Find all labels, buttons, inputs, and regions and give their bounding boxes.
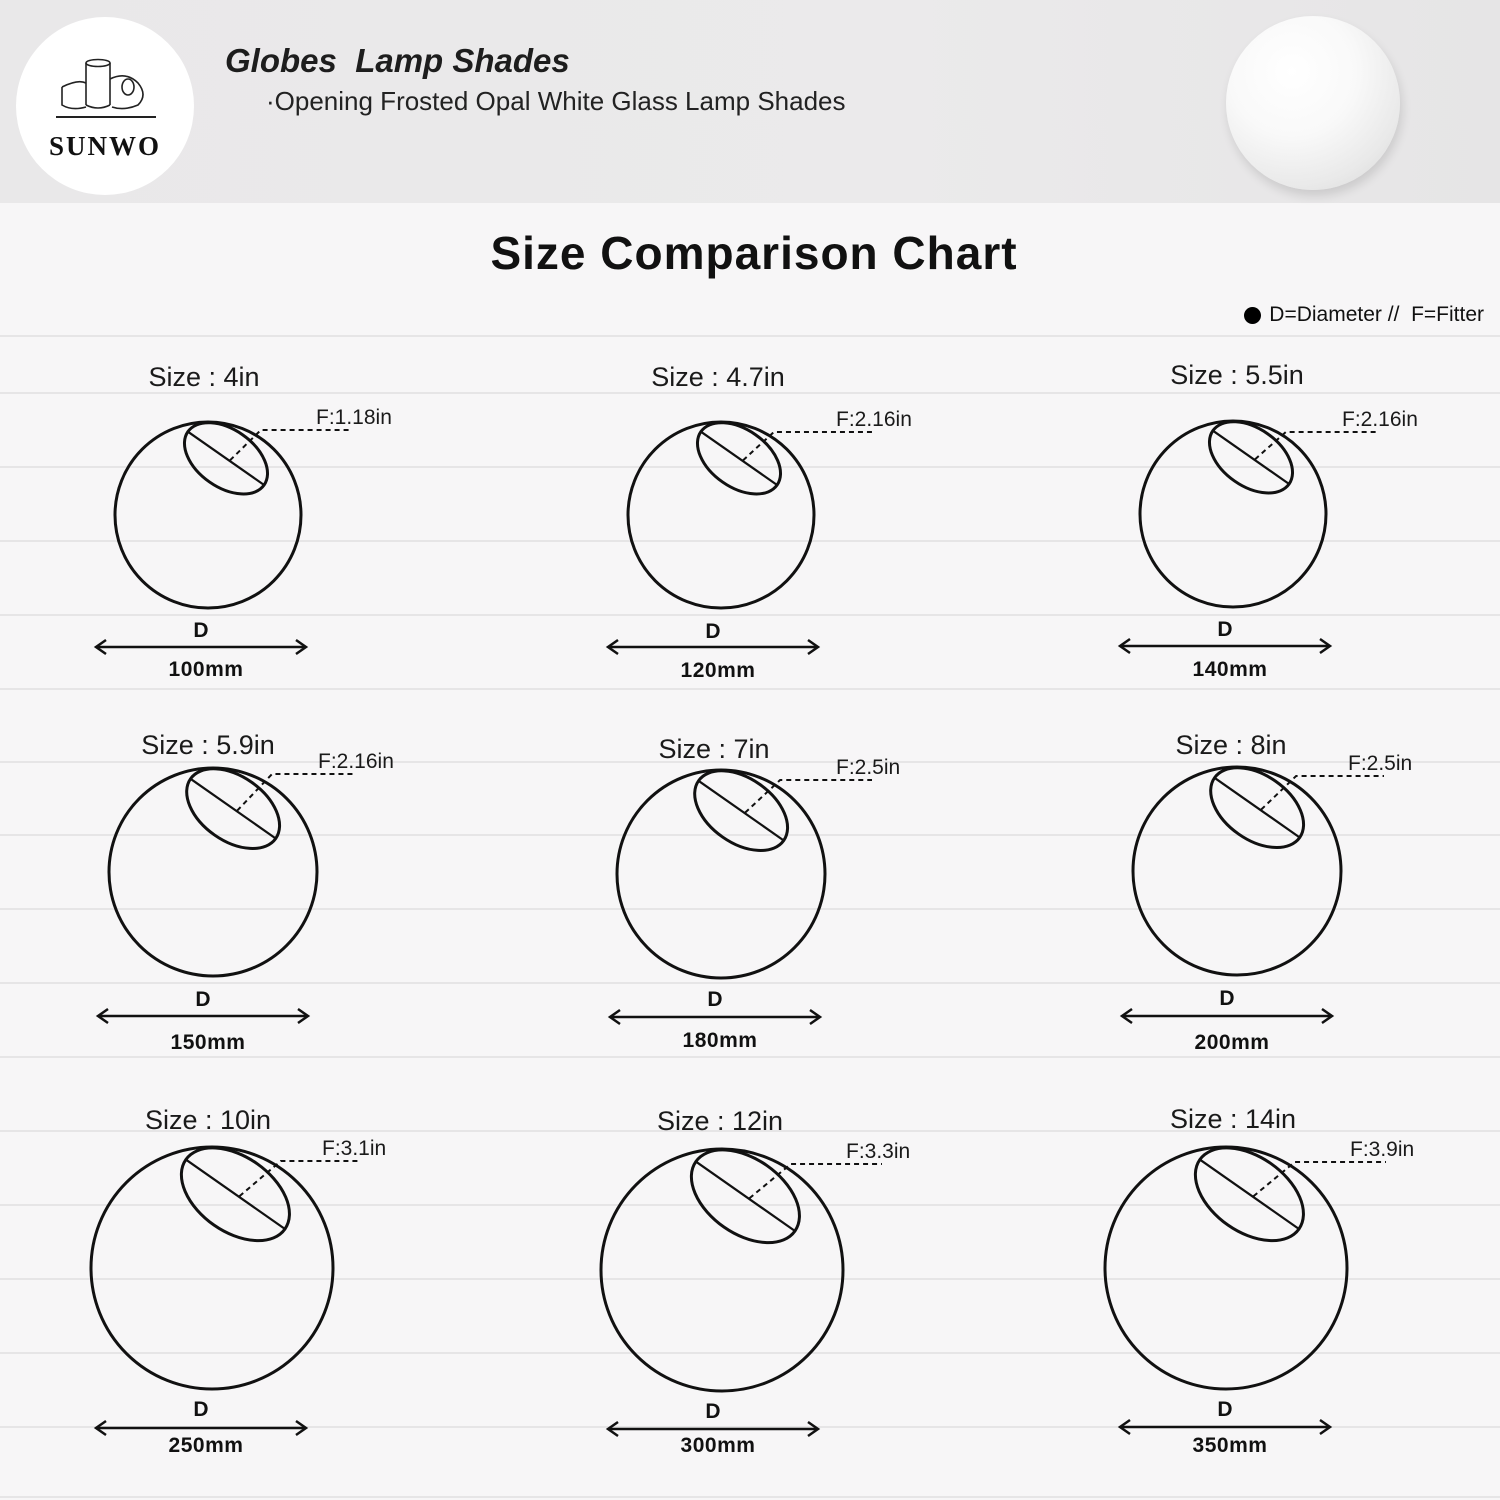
diameter-value: 120mm — [680, 659, 756, 682]
fitter-label: F:1.18in — [316, 406, 392, 429]
globe-outline — [601, 1149, 843, 1391]
globe-diagram — [0, 726, 500, 1096]
diameter-value: 100mm — [168, 658, 244, 681]
globe-product-image — [1226, 16, 1400, 190]
diameter-symbol: D — [1217, 1398, 1233, 1421]
fitter-leader-line — [1261, 776, 1384, 810]
fitter-leader-line — [237, 774, 354, 811]
globe-diagram — [510, 1102, 1010, 1472]
size-label: Size : 5.9in — [141, 730, 275, 760]
size-label: Size : 12in — [656, 1106, 784, 1136]
product-subtitle: ·Opening Frosted Opal White Glass Lamp Shades — [266, 86, 846, 116]
product-title: Globes Lamp Shades — [225, 42, 570, 79]
diameter-value: 140mm — [1192, 658, 1268, 681]
size-item — [0, 726, 500, 1096]
legend-bullet-icon — [1244, 307, 1261, 324]
size-item — [510, 358, 1010, 728]
fitter-label: F:2.16in — [318, 750, 394, 773]
size-label: Size : 4in — [148, 362, 260, 392]
diameter-symbol: D — [1219, 987, 1235, 1010]
grid-rule — [0, 335, 1500, 337]
globe-diagram — [0, 1101, 500, 1471]
diameter-symbol: D — [705, 1400, 721, 1423]
size-label: Size : 4.7in — [651, 362, 785, 392]
size-item — [0, 358, 500, 728]
fitter-label: F:2.5in — [836, 756, 901, 779]
fitter-leader-line — [239, 1161, 358, 1196]
diameter-symbol: D — [193, 619, 209, 642]
fitter-label: F:2.16in — [836, 408, 912, 431]
legend-text: D=Diameter // F=Fitter — [1269, 303, 1484, 326]
globe-outline — [628, 422, 814, 608]
diameter-symbol: D — [707, 988, 723, 1011]
size-label: Size : 14in — [1169, 1104, 1297, 1134]
size-item — [1000, 356, 1500, 726]
size-item — [1000, 1100, 1500, 1470]
diameter-value: 350mm — [1192, 1434, 1268, 1457]
logo-text: SUNWO — [48, 131, 161, 161]
size-label: Size : 7in — [658, 734, 770, 764]
fitter-leader-line — [743, 432, 872, 460]
globe-diagram — [1000, 1100, 1500, 1470]
globe-outline — [109, 768, 317, 976]
fitter-label: F:3.3in — [846, 1140, 911, 1163]
size-item — [510, 1102, 1010, 1472]
fitter-label: F:3.9in — [1350, 1138, 1415, 1161]
globe-diagram — [510, 358, 1010, 728]
diameter-value: 180mm — [682, 1029, 758, 1052]
size-label: Size : 5.5in — [1170, 360, 1304, 390]
diameter-value: 150mm — [170, 1031, 246, 1054]
size-item — [1000, 726, 1500, 1096]
fitter-label: F:2.16in — [1342, 408, 1418, 431]
legend — [1244, 303, 1484, 327]
globe-diagram — [0, 358, 500, 728]
diameter-value: 200mm — [1194, 1031, 1270, 1054]
globe-diagram — [510, 730, 1010, 1100]
globe-outline — [617, 770, 825, 978]
globe-outline — [1140, 421, 1326, 607]
globe-outline — [115, 422, 301, 608]
diameter-symbol: D — [705, 620, 721, 643]
fitter-diameter-line — [1215, 778, 1300, 838]
fitter-diameter-line — [699, 781, 784, 841]
globe-outline — [1105, 1147, 1347, 1389]
chart-title: Size Comparison Chart — [490, 227, 1018, 279]
brand-logo — [16, 17, 194, 195]
fitter-leader-line — [230, 430, 352, 460]
diameter-value: 250mm — [168, 1434, 244, 1457]
fitter-leader-line — [1255, 432, 1378, 459]
header-banner — [0, 0, 1500, 203]
diameter-symbol: D — [195, 988, 211, 1011]
fitter-label: F:2.5in — [1348, 752, 1413, 775]
diameter-symbol: D — [1217, 618, 1233, 641]
grid-rule — [0, 1496, 1500, 1498]
size-label: Size : 8in — [1175, 730, 1287, 760]
fitter-label: F:3.1in — [322, 1137, 387, 1160]
size-item — [510, 730, 1010, 1100]
size-item — [0, 1101, 500, 1471]
fitter-diameter-line — [191, 779, 276, 839]
fitter-leader-line — [745, 780, 872, 813]
lamp-shade-logo-icon — [56, 57, 156, 133]
globe-outline — [91, 1147, 333, 1389]
size-label: Size : 10in — [144, 1105, 272, 1135]
diameter-symbol: D — [193, 1398, 209, 1421]
fitter-diameter-line — [188, 432, 264, 485]
diameter-value: 300mm — [680, 1434, 756, 1457]
globe-outline — [1133, 767, 1341, 975]
